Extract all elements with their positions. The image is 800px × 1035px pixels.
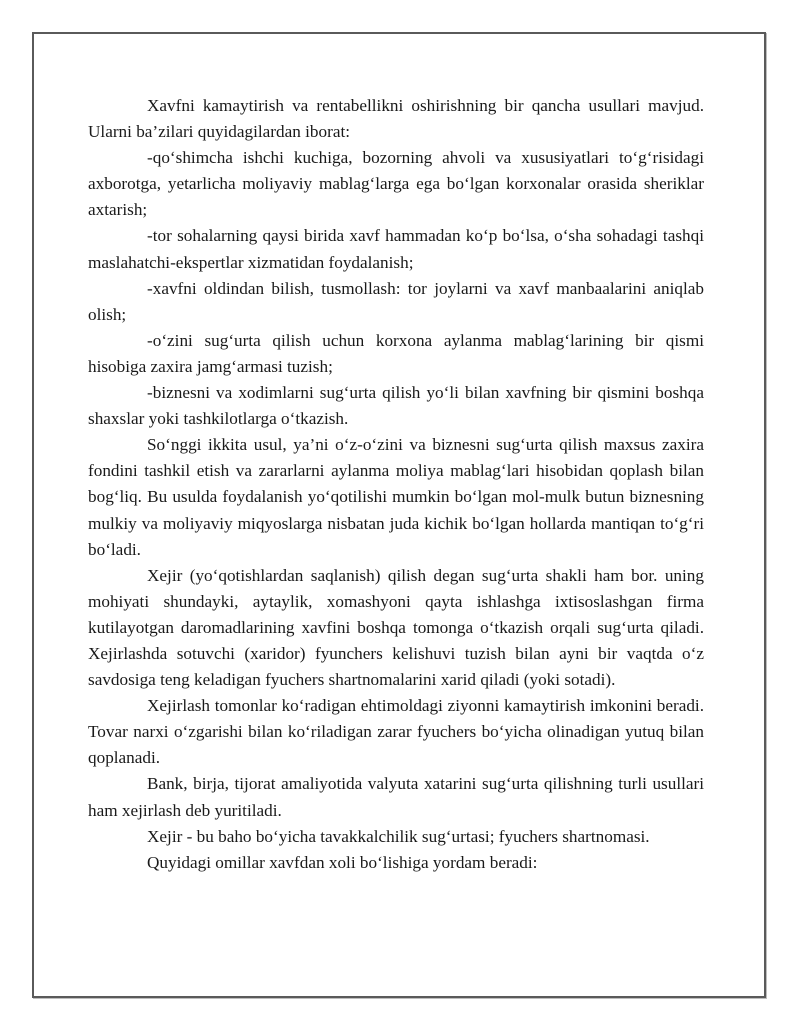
paragraph-hedging: Xejir (yo‘qotishlardan saqlanish) qilish degan sug‘urta shakli ham bor. uning mohiyati shundayki, aytaylik, xomashyoni qayta ishlashga ixtisoslashgan firma kutilayotgan daromadlarining xavfini boshqa tomonga o‘tkazish orqali sug‘urta qiladi. Xejirlashda sotuvchi (xaridor) fyunchers kelishuvi tuzish bilan ayni bir vaqtda o‘z savdosiga teng keladigan fyuchers shartnomalarini xarid qiladi (yoki sotadi). [88, 565, 704, 690]
paragraph-factors: Quyidagi omillar xavfdan xoli bo‘lishiga yordam beradi: [147, 852, 538, 872]
paragraph-last-two-methods: So‘nggi ikkita usul, ya’ni o‘z-o‘zini va biznesni sug‘urta qilish maxsus zaxira fondini tashkil etish va zararlarni aylanma moliya mablag‘lari hisobidan qoplash bilan bog‘liq. Bu usulda foydalanish yo‘qotilishi mumkin bo‘lgan mol-mulk butun biznesning mulkiy va moliyaviy miqyoslarga nisbatan juda kichik bo‘lgan hollarda mantiqan to‘g‘ri bo‘ladi. [88, 435, 704, 559]
list-item-reserve-fund: -o‘zini sug‘urta qilish uchun korxona aylanma mablag‘larining bir qismi hisobiga zaxira jamg‘armasi tuzish; [88, 330, 704, 376]
paragraph-currency-risk: Bank, birja, tijorat amaliyotida valyuta xatarini sug‘urta qilishning turli usullari ham xejirlash deb yuritiladi. [88, 774, 704, 820]
paragraph-intro: Xavfni kamaytirish va rentabellikni oshirishning bir qancha usullari mavjud. Ularni ba’zilari quyidagilardan iborat: [88, 96, 704, 142]
paragraph-hedging-benefit: Xejirlash tomonlar ko‘radigan ehtimoldagi ziyonni kamaytirish imkonini beradi. Tovar narxi o‘zgarishi bilan ko‘riladigan zarar fyuchers bo‘yicha olinadigan yutuq bilan qoplanadi. [88, 696, 704, 768]
list-item-experts: -tor sohalarning qaysi birida xavf hammadan ko‘p bo‘lsa, o‘sha sohadagi tashqi maslahatchi-ekspertlar xizmatidan foydalanish; [88, 226, 704, 272]
paragraph-hedge-definition: Xejir - bu baho bo‘yicha tavakkalchilik sug‘urtasi; fyuchers shartnomasi. [147, 826, 650, 846]
document-body [88, 93, 704, 876]
list-item-partners: -qo‘shimcha ishchi kuchiga, bozorning ahvoli va xususiyatlari to‘g‘risidagi axborotga, yetarlicha moliyaviy mablag‘larga ega bo‘lgan korxonalar orasida sheriklar axtarish; [88, 148, 704, 220]
list-item-insurance-transfer: -biznesni va xodimlarni sug‘urta qilish yo‘li bilan xavfning bir qismini boshqa shaxslar yoki tashkilotlarga o‘tkazish. [88, 383, 704, 429]
list-item-forecast: -xavfni oldindan bilish, tusmollash: tor joylarni va xavf manbaalarini aniqlab olish; [88, 278, 704, 324]
